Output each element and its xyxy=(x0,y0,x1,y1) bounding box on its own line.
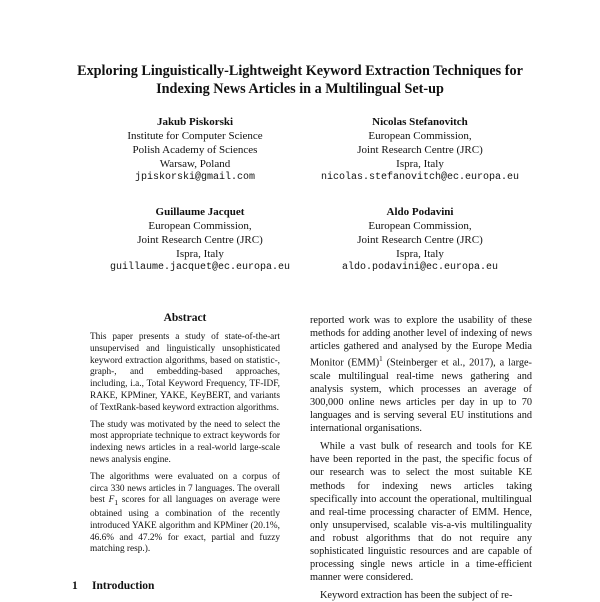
body-paragraph: While a vast bulk of research and tools for KE have been reported in the past, the specific focus of our research was to select the most suitable KE methods for indexing news articles taking specifically into account the operational, multilingual and real-time processing character of EMM. Hence, only unsupervised, scalable vis-a-vis multilinguality and robust algorithms that do not require any sophisticated linguistic resources and are capable of processing single news article in a time-efficient manner were considered. xyxy=(310,441,532,584)
paper-title xyxy=(40,62,560,98)
author-block xyxy=(305,205,535,275)
title-line-1: Exploring Linguistically-Lightweight Keyword Extraction Techniques for xyxy=(77,63,523,79)
author-affiliation: Ispra, Italy xyxy=(176,248,224,260)
author-affiliation: Warsaw, Poland xyxy=(159,158,231,170)
author-affiliation: European Commission, xyxy=(368,220,472,232)
author-email: nicolas.stefanovitch@ec.europa.eu xyxy=(320,172,520,183)
section-number: 1 xyxy=(72,580,78,592)
author-email: aldo.podavini@ec.europa.eu xyxy=(341,262,499,273)
author-affiliation: Ispra, Italy xyxy=(396,158,444,170)
abstract-paragraph: The study was motivated by the need to select the most appropriate technique to extract keywords for indexing news articles in a real-world large-scale news analysis engine. xyxy=(90,419,281,465)
author-block xyxy=(305,115,535,185)
author-email: guillaume.jacquet@ec.europa.eu xyxy=(109,262,291,273)
author-affiliation: European Commission, xyxy=(368,130,472,142)
body-text: (Steinberger et al., 2017), a large-scale multilingual real-time news gathering and analysis system, which processes an average of 300,000 online news articles per day in up to 70 languages and is serving several EU institutions and international organisations. xyxy=(310,357,532,435)
author-name: Nicolas Stefanovitch xyxy=(372,116,468,128)
abstract-text: The algorithms were evaluated on a corpus of circa 330 news articles in 7 languages. The overall best xyxy=(90,471,280,506)
f-subscript: 1 xyxy=(114,498,119,508)
body-paragraph: Keyword extraction has been the subject of re- xyxy=(320,590,513,602)
abstract-paragraph xyxy=(90,472,280,556)
author-affiliation: Ispra, Italy xyxy=(396,248,444,260)
author-affiliation: Joint Research Centre (JRC) xyxy=(137,234,263,246)
author-name: Guillaume Jacquet xyxy=(155,206,245,218)
body-paragraph xyxy=(310,314,532,435)
author-affiliation: Institute for Computer Science xyxy=(127,130,263,142)
author-affiliation: Joint Research Centre (JRC) xyxy=(357,144,483,156)
author-name: Aldo Podavini xyxy=(386,206,454,218)
author-email: jpiskorski@gmail.com xyxy=(134,172,256,183)
abstract-heading: Abstract xyxy=(163,312,207,324)
body-text: reported work was to explore the usability of these methods for adding another level of indexing of news articles gathered and analysed by the Europe Media Monitor (EMM) xyxy=(310,315,532,369)
abstract-text: scores for all languages on average were obtained using a combination of the recently introduced YAKE algorithm and KPMiner (20.1%, 46.6% and 47.2% for exact, partial and fuzzy matching resp.). xyxy=(90,495,280,555)
author-block xyxy=(90,115,300,185)
author-affiliation: European Commission, xyxy=(148,220,252,232)
right-column-body xyxy=(310,314,532,602)
abstract-paragraph: This paper presents a study of state-of-the-art unsupervised and linguistically unsophisticated keyword extraction algorithms, based on statistic-, graph-, and embedding-based approaches, including, i.a., Total Keyword Frequency, TF-IDF, RAKE, KPMiner, YAKE, KeyBERT, and variants of TextRank-based keyword extraction algorithms. xyxy=(90,332,280,413)
footnote-marker: 1 xyxy=(379,355,383,364)
abstract-body xyxy=(90,332,280,561)
section-title: Introduction xyxy=(92,580,155,592)
title-line-2: Indexing News Articles in a Multilingual Set-up xyxy=(156,81,444,97)
author-affiliation: Polish Academy of Sciences xyxy=(132,144,258,156)
author-name: Jakub Piskorski xyxy=(156,116,234,128)
author-block xyxy=(90,205,310,275)
author-affiliation: Joint Research Centre (JRC) xyxy=(357,234,483,246)
f-symbol: F xyxy=(108,495,115,506)
section-heading-introduction xyxy=(72,580,154,592)
